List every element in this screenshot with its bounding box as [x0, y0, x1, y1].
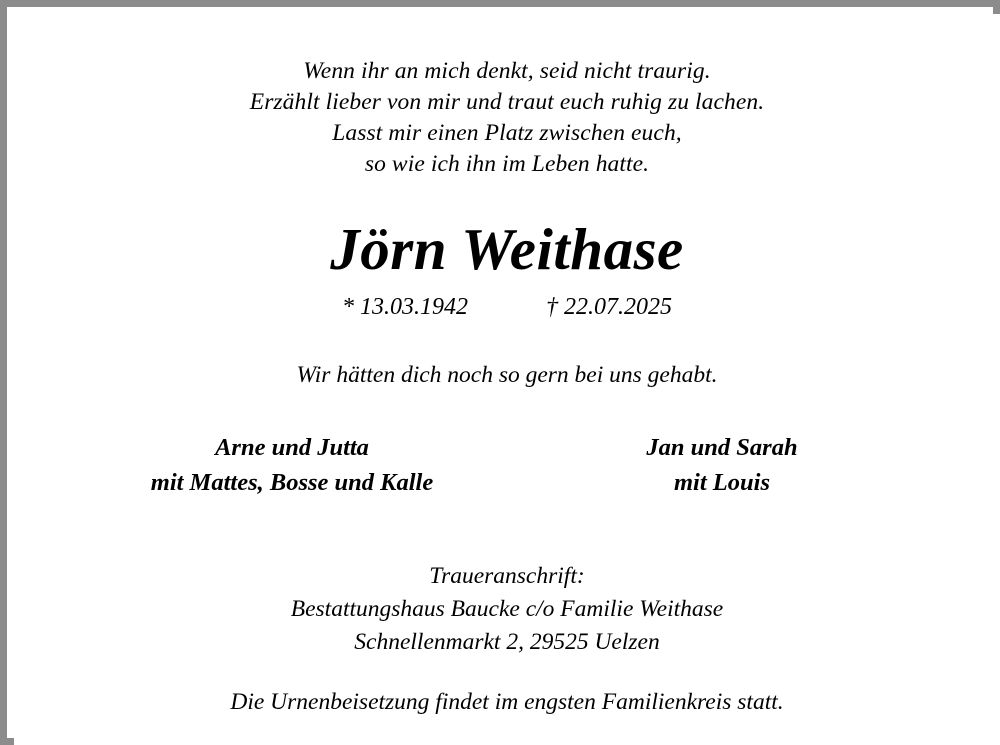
mourners-block [77, 430, 937, 500]
mourner-group-left-line2: mit Mattes, Bosse und Kalle [150, 469, 434, 496]
birth-date: * 13.03.1942 [342, 294, 468, 320]
deceased-name: Jörn Weithase [330, 216, 684, 282]
obituary-content [16, 16, 998, 743]
mourner-group-right-line1: Jan und Sarah [646, 434, 798, 461]
condolence-address [291, 560, 724, 659]
poem-line-2: Erzählt lieber von mir und traut euch ruhig zu lachen. [249, 89, 765, 115]
poem-line-1: Wenn ihr an mich denkt, seid nicht traurig. [303, 58, 711, 84]
mourner-group-left-line1: Arne und Jutta [215, 434, 369, 461]
address-label: Traueranschrift: [429, 563, 585, 589]
address-line-1: Bestattungshaus Baucke c/o Familie Weithase [290, 596, 724, 622]
poem-block [250, 56, 765, 180]
life-dates [342, 292, 672, 322]
address-line-2: Schnellenmarkt 2, 29525 Uelzen [354, 629, 660, 655]
obituary-inner-border [14, 14, 1000, 745]
mourner-group-right [507, 430, 937, 500]
burial-note: Die Urnenbeisetzung findet im engsten Familienkreis statt. [230, 689, 784, 715]
poem-line-3: Lasst mir einen Platz zwischen euch, [332, 120, 682, 146]
mourner-group-left [77, 430, 507, 500]
death-date: † 22.07.2025 [546, 294, 672, 320]
poem-line-4: so wie ich ihn im Leben hatte. [364, 151, 650, 177]
mourner-group-right-line2: mit Louis [674, 469, 770, 496]
farewell-line: Wir hätten dich noch so gern bei uns gehabt. [296, 362, 718, 388]
